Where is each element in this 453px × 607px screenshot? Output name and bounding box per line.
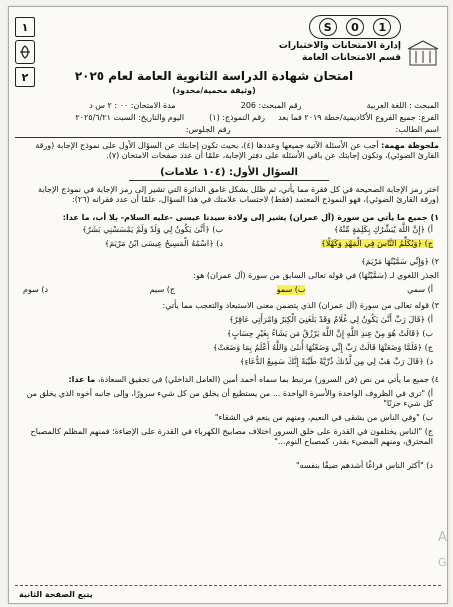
edge-glyph-1: A — [438, 530, 447, 545]
question-one-heading: السؤال الأول: (١٠٤ علامات) — [160, 167, 298, 178]
model-number: رقم النموذج: (١) — [209, 113, 266, 122]
item-4-option-a: أ) "ترى في الظروف الواحدة والأسرة الواحدة ... من يستطيع أن يخلق من كل شيء سرورًا، وإلى جانبه أخوه الذي يخلق من كل شيء حزنًا" — [26, 389, 433, 408]
item-2-option-a: أ) سمي — [407, 285, 433, 294]
exam-duration: مدة الامتحان: ٠٠ : ٢ س د — [89, 101, 176, 110]
subject-label: المبحث : اللغة العربية — [366, 101, 439, 110]
exam-date: اليوم والتاريخ: السبت ٢٠٢٥/٦/٢١ — [75, 113, 185, 122]
item-2-option-d: د) سوم — [23, 285, 49, 294]
item-1-stem: ١) جميع ما يأتي من سورة (آل عمران) يشير إلى ولادة سيدنا عيسى -عليه السلام- بلا أب، ما عدا: — [62, 213, 439, 222]
item-2-options — [23, 285, 433, 295]
department-name: إدارة الامتحانات والاختبارات — [278, 41, 401, 51]
item-2-verse: ٢) ﴿وَإِنِّي سَمَّيْتُهَا مَرْيَمَ﴾ — [361, 257, 439, 266]
ministry-logo — [405, 39, 441, 69]
info-row-1 — [19, 101, 439, 111]
item-3-option-a: أ) ﴿قَالَ رَبِّ أَنَّىٰ يَكُونُ لِي غُلَامٌ وَقَدْ بَلَغَنِيَ الْكِبَرُ وَامْرَأَتِي عَاقِرٌ﴾ — [229, 315, 433, 324]
code-char-3: 1 — [373, 18, 391, 36]
item-2-stem: الجذر اللغوي لـ (سَمَّيْتُهَا) في قوله تعالى السابق من سورة (آل عمران) هو: — [193, 271, 439, 280]
item-3-stem: ٣) قوله تعالى من سورة (آل عمران) الذي يتضمن معنى الاستبعاد والتعجب مما يأتي: — [162, 301, 439, 310]
page-number: ١ — [21, 20, 29, 34]
item-2-option-b: ب) سمو — [276, 285, 306, 294]
item-1-option-b: ب) ﴿أَنَّىٰ يَكُونُ لِي وَلَدٌ وَلَمْ يَمْسَسْنِي بَشَرٌ﴾ — [82, 225, 223, 234]
item-3-option-c: ج) ﴿فَلَمَّا وَضَعَتْهَا قَالَتْ رَبِّ إِنِّي وَضَعْتُهَا أُنثَىٰ وَاللَّهُ أَعْلَمُ بِمَا وَضَعَتْ﴾ — [213, 343, 433, 352]
code-char-2: 0 — [346, 18, 364, 36]
section-name: قسم الامتحانات العامة — [301, 53, 401, 63]
exam-title: امتحان شهادة الدراسة الثانوية العامة لعام ٢٠٢٥ — [74, 69, 354, 83]
exam-page — [8, 6, 448, 604]
item-4-option-c: ج) "الناس يختلفون في القدرة على خلق السرور اختلاف مصابيح الكهرباء في القدرة على الإضاءة؛ فمنهم المظلم كالمصباح المحترق، ومنهم المضيء بقدر، كمصباح النوم..." — [30, 427, 433, 446]
ornament-icon — [18, 44, 32, 60]
edge-glyph-2: G — [438, 556, 447, 569]
item-4-stem: ٤) جميع ما يأتي من نص (فن السرور) مرتبط بما سماه أحمد أمين (العامل الداخلي) في تحقيق السعادة، ما عدا: — [68, 375, 439, 384]
important-note: ملحوظة مهمة: أجب عن الأسئلة الآتية جميعها وعددها (٤)، بحيث تكون إجابتك عن السؤال الأول على نموذج الإجابة (ورقة القارئ الضوئي)، وتكون إجابتك عن باقي الأسئلة على دفتر الإجابة، علمًا أن عدد صفحات الامتحان (٧). — [35, 141, 439, 160]
divider — [15, 137, 441, 138]
info-row-3 — [19, 125, 439, 135]
student-name: اسم الطالب: — [395, 125, 439, 134]
continue-note: يتبع الصفحة الثانية — [19, 590, 93, 599]
exam-subtitle: (وثيقة محمية/محدود) — [172, 86, 256, 95]
branches: الفرع: جميع الفروع الأكاديمية/خطة ٢٠١٩ فما بعد — [278, 113, 439, 122]
item-3-option-d: د) ﴿قَالَ رَبِّ هَبْ لِي مِن لَّدُنكَ ذُرِّيَّةً طَيِّبَةً إِنَّكَ سَمِيعُ الدُّعَاءِ﴾ — [239, 357, 433, 366]
item-1-option-d: د) ﴿اسْمُهُ الْمَسِيحُ عِيسَى ابْنُ مَرْيَمَ﴾ — [104, 239, 223, 248]
ornament-box — [15, 40, 35, 64]
subject-code: رقم المبحث: 206 — [240, 101, 302, 110]
info-row-2 — [19, 113, 439, 123]
question-one-instructions: اختر رمز الإجابة الصحيحة في كل فقرة مما يأتي، ثم ظلل بشكل غامق الدائرة التي تشير إلى رمز الإجابة في نموذج الإجابة (ورقة القارئ الضوئي)، فهو النموذج المعتمد (فقط) لاحتساب علامتك في هذا السؤال، علمًا أن عدد فقراته (٢٦): — [38, 185, 439, 204]
item-2-option-c: ج) سيم — [149, 285, 176, 294]
item-4-option-d: د) "أكثر الناس فراغًا أشدهم ضيقًا بنفسه" — [296, 461, 433, 470]
item-4-option-b: ب) "وفي الناس من يشقى في النعيم، ومنهم من ينعم في الشقاء" — [214, 413, 433, 422]
version-box — [15, 67, 35, 87]
code-char-1: S — [319, 18, 337, 36]
exam-code — [309, 15, 401, 39]
item-3-option-b: ب) ﴿قَالَتْ هُوَ مِنْ عِندِ اللَّهِ إِنَّ اللَّهَ يَرْزُقُ مَن يَشَاءُ بِغَيْرِ حِسَابٍ﴾ — [226, 329, 433, 338]
seat-number: رقم الجلوس: — [185, 125, 231, 134]
item-1-option-a: أ) ﴿إِنَّ اللَّهَ يُبَشِّرُكِ بِكَلِمَةٍ مِّنْهُ﴾ — [333, 225, 433, 234]
item-1-option-c: ج) ﴿وَيُكَلِّمُ النَّاسَ فِي الْمَهْدِ وَكَهْلًا﴾ — [321, 239, 433, 248]
version-number: ٢ — [21, 70, 29, 84]
page-number-box — [15, 17, 35, 37]
